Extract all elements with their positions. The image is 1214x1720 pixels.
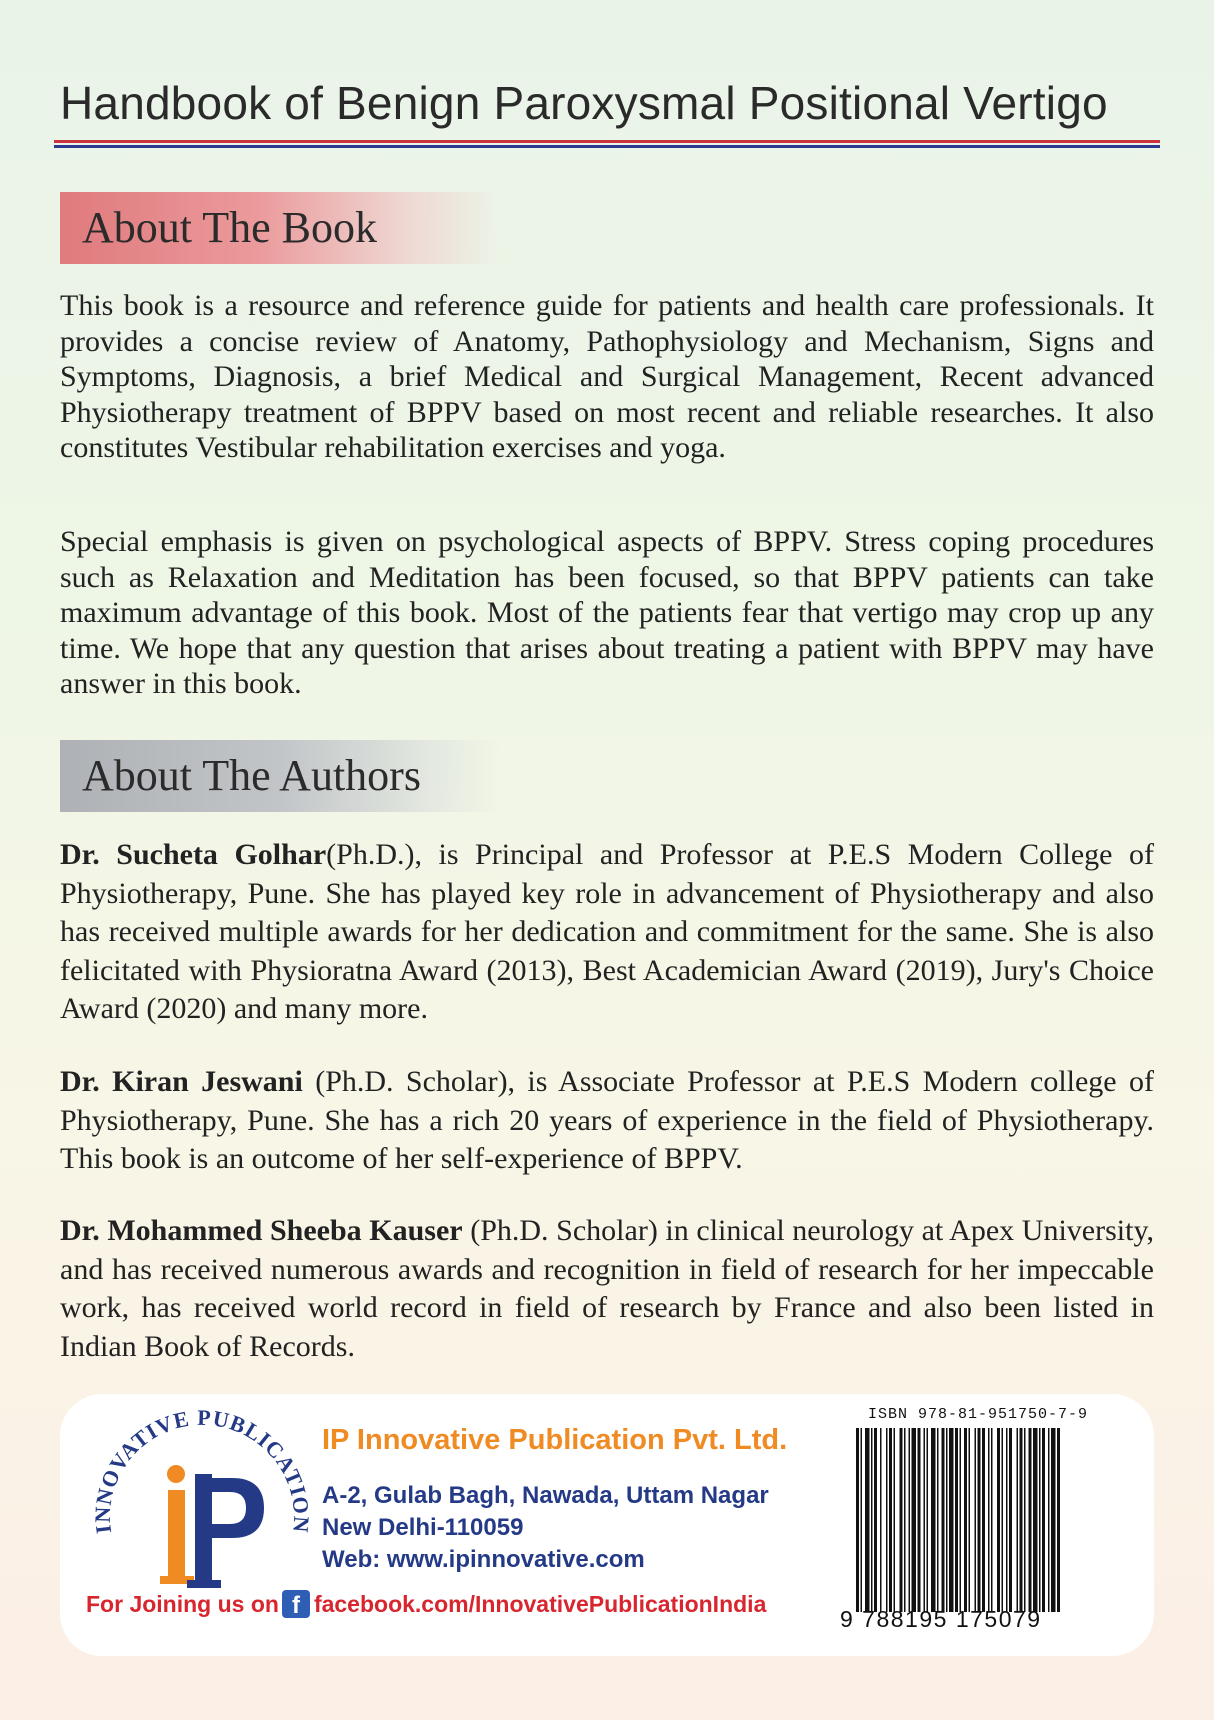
author-text-2: (Ph.D. Scholar), is Associate Professor at P.E.S Modern college of Physiotherapy, Pune. She has a rich 20 years of experience in the field of Physiotherapy. This book is an outcome of her self-experience of BPPV.	[60, 1065, 1154, 1175]
facebook-icon: f	[282, 1590, 310, 1618]
barcode-bar	[946, 1428, 948, 1612]
barcode-bar	[1002, 1428, 1004, 1612]
barcode-bar	[988, 1428, 990, 1612]
about-authors-heading: About The Authors	[60, 740, 500, 812]
join-label: For Joining us on	[86, 1590, 279, 1617]
barcode-bar	[1048, 1428, 1050, 1612]
barcode-bar	[900, 1428, 903, 1612]
barcode-bar	[978, 1428, 981, 1612]
barcode-bar	[969, 1428, 971, 1612]
barcode-bar	[886, 1428, 888, 1612]
author-bio-3	[60, 1212, 1154, 1366]
barcode-bar	[955, 1428, 958, 1612]
barcode-bar	[964, 1428, 967, 1612]
barcode-bar	[1006, 1428, 1008, 1612]
book-title: Handbook of Benign Paroxysmal Positional Vertigo	[60, 77, 1108, 129]
barcode-bar	[865, 1428, 870, 1612]
isbn-label: ISBN 978-81-951750-7-9	[868, 1406, 1089, 1423]
author-name-3: Dr. Mohammed Sheeba Kauser	[60, 1214, 463, 1247]
barcode-bar	[874, 1428, 877, 1612]
barcode-bar	[918, 1428, 921, 1612]
barcode-bar	[1009, 1428, 1012, 1612]
barcode-bar	[942, 1428, 945, 1612]
barcode-bar	[960, 1428, 962, 1612]
barcode-bar	[1051, 1428, 1056, 1612]
barcode-bar	[861, 1428, 863, 1612]
title-divider	[54, 140, 1160, 150]
barcode-bar	[1057, 1428, 1060, 1612]
address-line-1: A-2, Gulab Bagh, Nawada, Uttam Nagar	[322, 1482, 769, 1509]
author-bio-1	[60, 836, 1154, 1029]
barcode-bar	[1024, 1428, 1026, 1612]
about-book-heading: About The Book	[60, 192, 500, 264]
barcode-bar	[975, 1428, 977, 1612]
about-book-paragraph-1: This book is a resource and reference guide for patients and health care professionals. It provides a concise review of Anatomy, Pathophysiology and Mechanism, Signs and Symptoms, Diagnosis, a brief Medical and Surgical Management, Recent advanced Physiotherapy treatment of BPPV based on most recent and reliable researches. It also constitutes Vestibular rehabilitation exercises and yoga.	[60, 289, 1154, 464]
isbn-barcode	[856, 1428, 1124, 1612]
barcode-bar	[924, 1428, 926, 1612]
barcode-digits: 9 788195 175079	[840, 1606, 1042, 1632]
barcode-bar	[912, 1428, 917, 1612]
barcode-bar	[931, 1428, 936, 1612]
barcode-bar	[1033, 1428, 1038, 1612]
barcode-bar	[1042, 1428, 1045, 1612]
about-book-paragraph-2: Special emphasis is given on psychological aspects of BPPV. Stress coping procedures such as Relaxation and Meditation has been focused, so that BPPV patients can take maximum advantage of this book. Most of the patients fear that vertigo may crop up any time. We hope that any question that arises about treating a patient with BPPV may have answer in this book.	[60, 525, 1154, 700]
address-line-2: New Delhi-110059	[322, 1514, 524, 1541]
barcode-bar	[1017, 1428, 1019, 1612]
barcode-bar	[1039, 1428, 1041, 1612]
author-text-3: (Ph.D. Scholar) in clinical neurology at Apex University, and has received numerous awards and recognition in field of research for her impeccable work, has received world record in field of research by France and also been listed in Indian Book of Records.	[60, 1214, 1154, 1363]
author-name-1: Dr. Sucheta Golhar	[60, 838, 327, 871]
barcode-bar	[982, 1428, 985, 1612]
barcode-bar	[856, 1428, 859, 1612]
publisher-panel	[60, 1394, 1154, 1656]
barcode-bar	[871, 1428, 873, 1612]
barcode-bar	[937, 1428, 939, 1612]
author-text-1: (Ph.D.), is Principal and Professor at P.E.S Modern College of Physiotherapy, Pune. She has played key role in advancement of Physiotherapy and also has received multiple awards for her dedication and commitment for the same. She is also felicitated with Physioratna Award (2013), Best Academician Award (2019), Jury's Choice Award (2020) and many more.	[60, 838, 1154, 1025]
barcode-bar	[1029, 1428, 1032, 1612]
barcode-bar	[1020, 1428, 1023, 1612]
logo-ring-text: INNOVATIVE PUBLICATION	[89, 1408, 315, 1535]
barcode-bar	[889, 1428, 892, 1612]
facebook-url[interactable]: facebook.com/InnovativePublicationIndia	[313, 1590, 767, 1617]
barcode-bar	[894, 1428, 896, 1612]
publisher-web: Web: www.ipinnovative.com	[322, 1546, 645, 1573]
publisher-name: IP Innovative Publication Pvt. Ltd.	[322, 1424, 788, 1456]
barcode-bar	[909, 1428, 911, 1612]
social-line	[86, 1590, 766, 1618]
publisher-logo	[82, 1408, 322, 1608]
barcode-bar	[949, 1428, 954, 1612]
barcode-bar	[997, 1428, 1000, 1612]
barcode-bar	[927, 1428, 929, 1612]
publisher-address	[322, 1480, 769, 1576]
barcode-bar	[904, 1428, 906, 1612]
barcode-bar	[991, 1428, 993, 1612]
author-name-2: Dr. Kiran Jeswani	[60, 1065, 303, 1098]
barcode-bar	[880, 1428, 882, 1612]
author-bio-2	[60, 1063, 1154, 1179]
